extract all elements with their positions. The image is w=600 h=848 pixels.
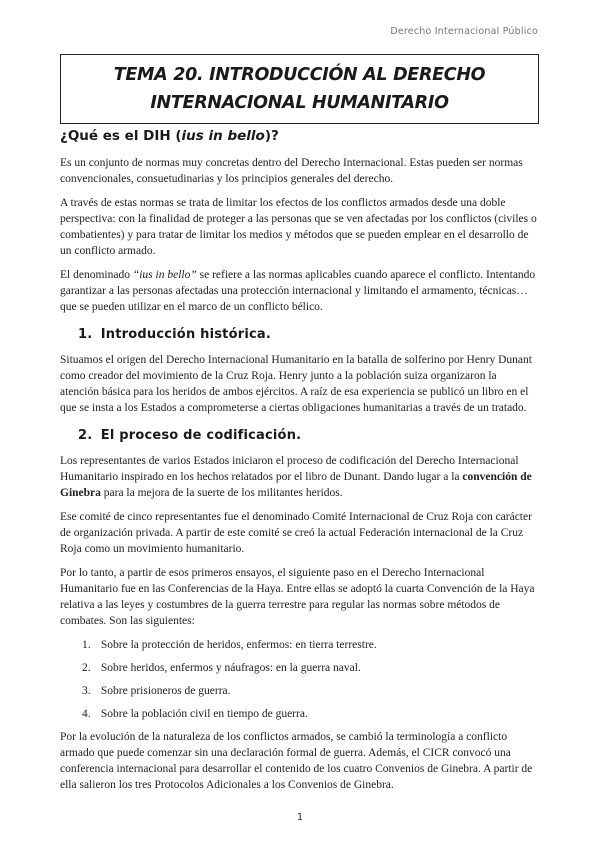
page-number: 1 xyxy=(296,812,304,823)
section-number: 2. xyxy=(78,428,93,443)
title-line-1: TEMA 20. INTRODUCCIÓN AL DERECHO xyxy=(113,65,486,85)
section-heading-codification xyxy=(78,428,538,443)
paragraph: Por lo tanto, a partir de esos primeros ensayos, el siguiente paso en el Derecho Internacional Humanitario fue en las Conferencias de la Haya. Entre ellas se adoptó la cuarta Convención de la Haya relativa a las leyes y costumbres de la guerra terrestre para regular las normas sobre métodos de combates. Son las siguientes: xyxy=(60,567,535,627)
list-item-number: 3. xyxy=(82,685,91,697)
paragraph-italic-text: “ius in bello” xyxy=(132,269,197,281)
section-heading-dih xyxy=(60,128,538,144)
list-item xyxy=(82,683,538,699)
running-header: Derecho Internacional Público xyxy=(390,26,538,37)
list-item-text: Sobre la protección de heridos, enfermos: en tierra terrestre. xyxy=(100,639,377,651)
heading-italic-text: ius in bello xyxy=(181,128,265,144)
paragraph: Situamos el origen del Derecho Internacional Humanitario en la batalla de solferino por Henry Dunant como creador del movimiento de la Cruz Roja. Henry junto a la población suiza organizaron la atención básica para los heridos de ambos ejércitos. A raíz de esa experiencia se publicó un libro en el que se insta a los Estados a comprometerse a ciertas obligaciones humanitarias a través de un tratado. xyxy=(60,354,532,414)
section-number: 1. xyxy=(78,327,93,342)
heading-text: ¿Qué es el DIH ( xyxy=(60,128,182,144)
paragraph-text: Los representantes de varios Estados iniciaron el proceso de codificación del Derecho Internacional Humanitario inspirado en los hechos relatados por el libro de Dunant. Dando lugar a la xyxy=(60,455,519,483)
section-title: El proceso de codificación. xyxy=(100,428,302,443)
title-line-2: INTERNACIONAL HUMANITARIO xyxy=(150,93,449,113)
list-item-number: 2. xyxy=(82,662,91,674)
paragraph: Ese comité de cinco representantes fue el denominado Comité Internacional de Cruz Roja con carácter de organización privada. A partir de este comité se creó la actual Federación internacional de la Cruz Roja como un movimiento humanitario. xyxy=(60,511,532,555)
numbered-list xyxy=(60,637,538,722)
heading-text-end: )? xyxy=(264,128,279,144)
list-item xyxy=(82,660,538,676)
list-item-number: 1. xyxy=(82,639,91,651)
list-item-text: Sobre heridos, enfermos y náufragos: en la guerra naval. xyxy=(100,662,361,674)
document-body xyxy=(60,128,538,801)
paragraph-text: para la mejora de la suerte de los militantes heridos. xyxy=(100,487,343,499)
paragraph: Es un conjunto de normas muy concretas dentro del Derecho Internacional. Estas pueden ser normas convencionales, consuetudinarias y los principios generales del derecho. xyxy=(60,157,523,185)
paragraph-bold-text: convención de Ginebra xyxy=(60,471,532,499)
paragraph xyxy=(60,453,538,501)
section-heading-historical xyxy=(78,327,538,342)
paragraph: Por la evolución de la naturaleza de los conflictos armados, se cambió la terminología a conflicto armado que puede comenzar sin una declaración formal de guerra. Además, el CICR convocó una conferencia internacional para desarrollar el contenido de los cuatro Convenios de Ginebra. A partir de ella salieron los tres Protocolos Adicionales a los Convenios de Ginebra. xyxy=(60,731,533,791)
paragraph xyxy=(60,267,538,315)
list-item xyxy=(82,637,538,653)
list-item-number: 4. xyxy=(82,708,91,720)
list-item-text: Sobre prisioneros de guerra. xyxy=(100,685,231,697)
section-title: Introducción histórica. xyxy=(100,327,272,342)
list-item-text: Sobre la población civil en tiempo de guerra. xyxy=(100,708,308,720)
paragraph-text: se refiere a las normas aplicables cuando aparece el conflicto. Intentando garantizar a las personas afectadas una protección internacional y limitando el armamento, técnicas… que se pueden utilizar en el marco de un conflicto bélico. xyxy=(60,269,536,313)
list-item xyxy=(82,706,538,722)
paragraph: A través de estas normas se trata de limitar los efectos de los conflictos armados desde una doble perspectiva: con la finalidad de proteger a las personas que se ven afectadas por los conflictos (civiles o combatientes) y para tratar de limitar los medios y métodos que se pueden emplear en el desarrollo de un conflicto armado. xyxy=(60,197,537,257)
title-box xyxy=(60,54,539,124)
paragraph-text: El denominado xyxy=(60,269,133,281)
